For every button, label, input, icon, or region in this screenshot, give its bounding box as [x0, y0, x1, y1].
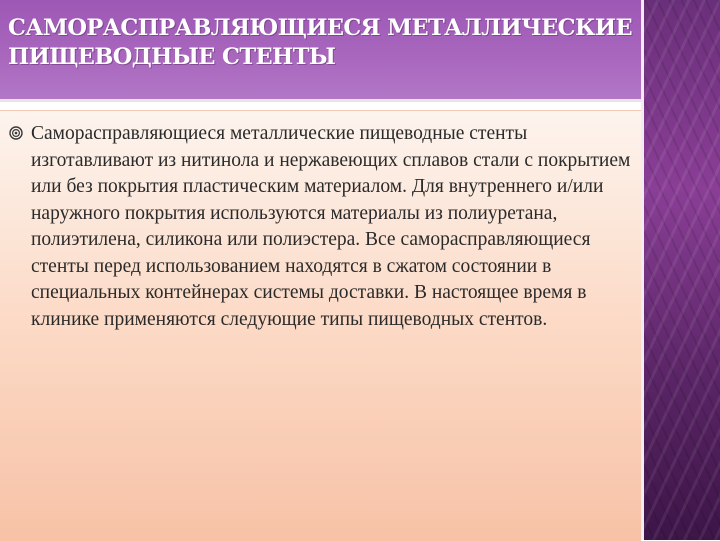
- title-bar: [0, 0, 641, 102]
- side-band-divider: [641, 0, 644, 540]
- slide-title: САМОРАСПРАВЛЯЮЩИЕСЯ МЕТАЛЛИЧЕСКИЕ ПИЩЕВОДНЫЕ СТЕНТЫ: [8, 15, 633, 70]
- content-panel: [0, 110, 641, 541]
- bullet-text: Саморасправляющиеся металлические пищеводные стенты изготавливают из нитинола и нержавеющих сплавов стали с покрытием или без покрытия пластическим материалом. Для внутреннего и/или наружного покрытия используются материалы из полиуретана, полиэтилена, силикона или полиэстера. Все саморасправляющиеся стенты перед использованием находятся в сжатом состоянии в специальных контейнерах системы доставки. В настоящее время в клинике применяются следующие типы пищеводных стентов.: [31, 123, 631, 330]
- target-bullet-icon: [9, 126, 23, 140]
- decorative-side-band: [641, 0, 720, 540]
